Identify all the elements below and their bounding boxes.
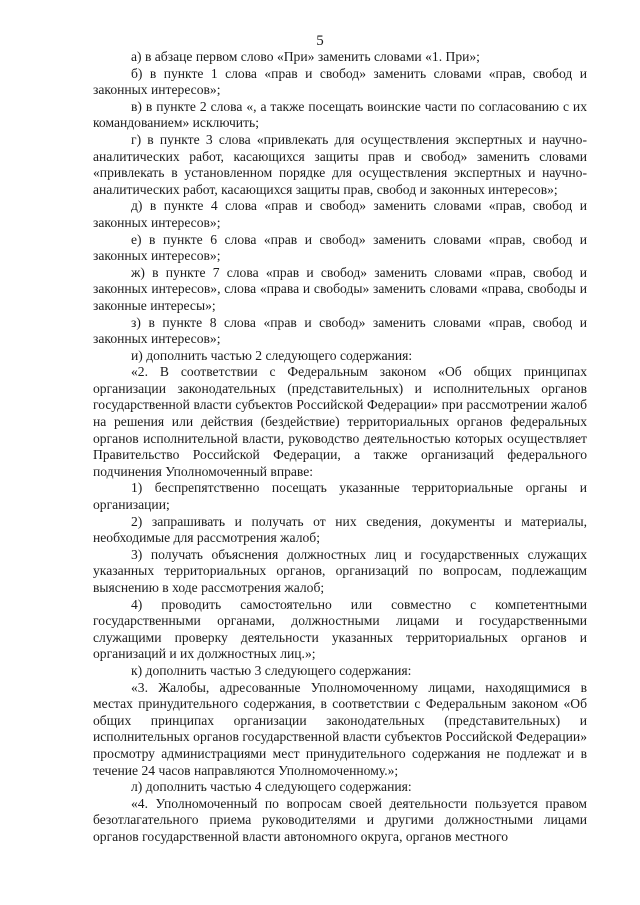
amendment-item-zh: ж) в пункте 7 слова «прав и свобод» заменить словами «прав, свобод и законных интересов», слова «права и свободы» заменить словами «права, свободы и законные интересы»; [93,264,587,313]
part-4-text: «4. Уполномоченный по вопросам своей деятельности пользуется правом безотлагательного приема руководителями и другими должностными лицами органов государственной власти автономного округа, органов местного [93,795,587,844]
amendment-item-l: л) дополнить частью 4 следующего содержания: [131,779,412,795]
amendment-item-b: б) в пункте 1 слова «прав и свобод» заменить словами «прав, свобод и законных интересов»; [93,65,587,98]
part-2-clause-4: 4) проводить самостоятельно или совместно с компетентными государственными органами, должностными лицами и государственными служащими проверку деятельности указанных территориальных органов и организаций и их должностных лиц.»; [93,596,587,662]
amendment-item-g: г) в пункте 3 слова «привлекать для осуществления экспертных и научно-аналитических работ, касающихся защиты прав и свобод» заменить словами «привлекать в установленном порядке для осуществления экспертных и научно-аналитических работ, касающихся защиты прав, свобод и законных интересов»; [93,131,587,197]
part-2-clause-1: 1) беспрепятственно посещать указанные территориальные органы и организации; [93,480,587,513]
amendment-item-d: д) в пункте 4 слова «прав и свобод» заменить словами «прав, свобод и законных интересов»; [93,198,587,230]
document-body [93,49,587,846]
part-3-text: «3. Жалобы, адресованные Уполномоченному лицами, находящимися в местах принудительного содержания, в соответствии с Федеральным законом «Об общих принципах организации законодательных (представительных) и исполнительных органов государственной власти субъектов Российской Федерации» просмотру администрациями мест принудительного содержания не подлежат и в течение 24 часов направляются Уполномоченному.»; [93,679,587,778]
part-2-clause-2: 2) запрашивать и получать от них сведения, документы и материалы, необходимые для рассмотрения жалоб; [93,513,587,546]
part-2-text: «2. В соответствии с Федеральным законом «Об общих принципах организации законодательных (представительных) и исполнительных органов государственной власти субъектов Российской Федерации» при рассмотрении жалоб на решения или действия (бездействие) территориальных органов федеральных органов исполнительной власти, руководство деятельностью которых осуществляет Правительство Российской Федерации, а также организаций федерального подчинения Уполномоченный вправе: [93,364,587,479]
amendment-item-i: и) дополнить частью 2 следующего содержания: [131,347,413,363]
amendment-item-e: е) в пункте 6 слова «прав и свобод» заменить словами «прав, свобод и законных интересов»; [93,231,587,264]
amendment-item-v: в) в пункте 2 слова «, а также посещать воинские части по согласованию с их командованием» исключить; [93,98,587,131]
amendment-item-a: а) в абзаце первом слово «При» заменить словами «1. При»; [131,49,480,64]
amendment-item-k: к) дополнить частью 3 следующего содержания: [131,662,412,678]
page-number: 5 [316,33,324,49]
amendment-item-z: з) в пункте 8 слова «прав и свобод» заменить словами «прав, свобод и законных интересов»; [93,314,587,347]
part-2-clause-3: 3) получать объяснения должностных лиц и государственных служащих указанных территориальных органов, организаций по вопросам, подлежащим выяснению в ходе рассмотрения жалоб; [93,546,587,595]
